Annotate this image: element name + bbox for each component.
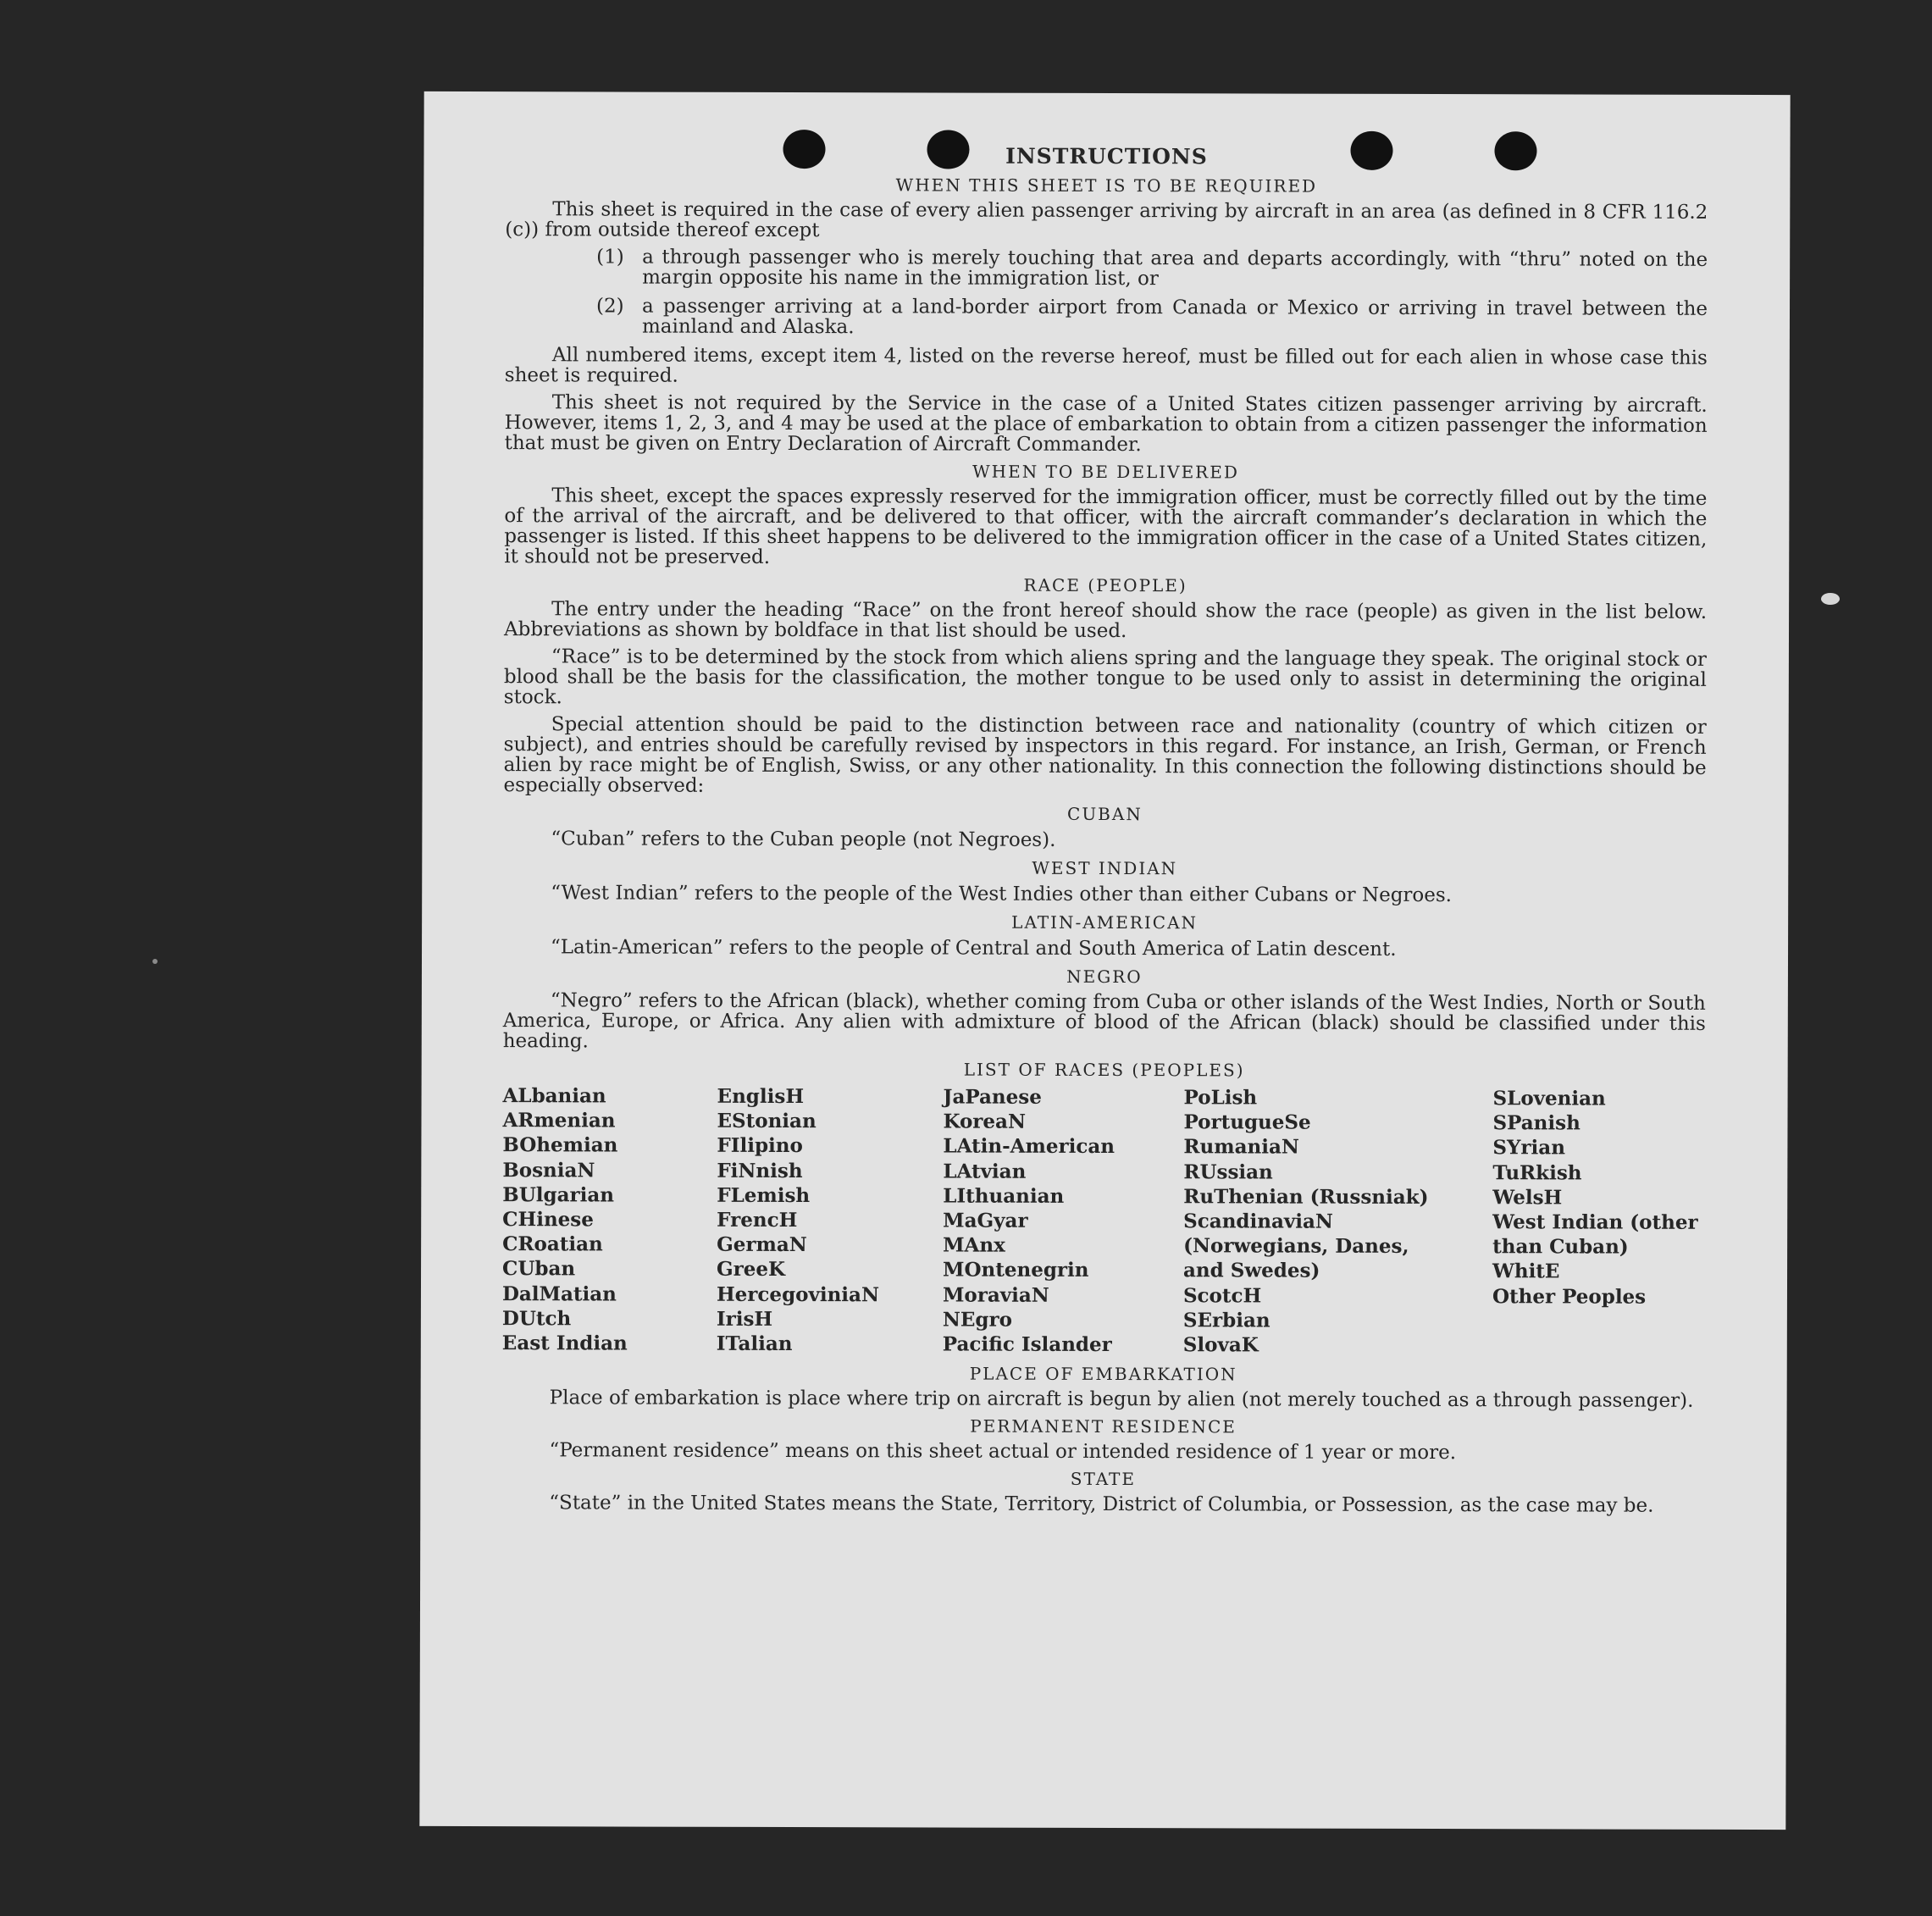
race-entry: JaPanese	[943, 1085, 1042, 1109]
race-entry: SErbian	[1182, 1309, 1270, 1332]
negro-text: “Negro” refers to the African (black), whether coming from Cuba or other islands of the West Indies, North or South America, Europe, or Africa. Any alien with admixture of blood of the African (black) should be classified under this heading.	[502, 989, 1706, 1053]
race-entry: DUtch	[501, 1306, 572, 1331]
races-list	[502, 1083, 1706, 1359]
exception-text: a through passenger who is merely touching that area and departs accordingly, with “thru” noted on the margin opposite his name in the immigration list, or	[642, 246, 1708, 291]
race-entry: EnglisH	[717, 1084, 805, 1109]
latin-american-text: “Latin-American” refers to the people of Central and South America of Latin descent.	[551, 936, 1397, 961]
race-entry: NEgro	[942, 1308, 1013, 1332]
races-column	[943, 1085, 1184, 1358]
heading-west-indian: WEST INDIAN	[1032, 857, 1178, 879]
races-column	[1183, 1085, 1438, 1358]
race-entry: ScotcH	[1182, 1283, 1262, 1308]
race-entry: EStonian	[717, 1110, 817, 1133]
race-entry: Other Peoples	[1492, 1284, 1647, 1309]
instruction-sheet	[419, 91, 1790, 1830]
citizen-paragraph: This sheet is not required by the Service in the case of a United States citizen passenger arriving by aircraft. However, items 1, 2, 3, and 4 may be used at the place of embarkation to obtain from a citizen passenger the information that must be given on Entry Declaration of Aircraft Commander.	[504, 391, 1708, 457]
sheet-content	[501, 142, 1708, 1523]
race-entry: LIthuanian	[943, 1184, 1065, 1208]
cuban-text: “Cuban” refers to the Cuban people (not Negroes).	[551, 828, 1056, 851]
exception-number: (2)	[595, 295, 624, 318]
race-paragraph-2: “Race” is to be determined by the stock from which aliens spring and the language they speak. The original stock or blood shall be the basis for the classification, the mother tongue to be used only to assist in determining the original stock.	[503, 645, 1707, 709]
race-entry: TuRkish	[1492, 1160, 1582, 1185]
race-paragraph-1: The entry under the heading “Race” on the front hereof should show the race (people) as given in the list below. Abbreviations as shown by boldface in that list should be used.	[503, 598, 1708, 643]
race-entry: SYrian	[1492, 1136, 1565, 1160]
embarkation-text: Place of embarkation is place where trip on aircraft is begun by alien (not merely touched as a through passenger).	[549, 1387, 1694, 1413]
heading-list-of-races: LIST OF RACES (PEOPLES)	[963, 1059, 1245, 1081]
exception-item	[596, 296, 1708, 339]
race-entry: WhitE	[1492, 1260, 1560, 1283]
heading-race: RACE (PEOPLE)	[1023, 574, 1187, 596]
heading-permanent-residence: PERMANENT RESIDENCE	[970, 1415, 1237, 1437]
exception-item	[596, 246, 1708, 290]
race-entry: SlovaK	[1182, 1333, 1259, 1357]
race-entry: ITalian	[716, 1332, 793, 1356]
race-entry: IrisH	[716, 1307, 773, 1331]
race-entry: ALbanian	[502, 1084, 606, 1108]
state-text: “State” in the United States means the State, Territory, District of Columbia, or Possession, as the case may be.	[549, 1492, 1654, 1517]
race-entry: MoraviaN	[942, 1283, 1049, 1307]
west-indian-text: “West Indian” refers to the people of the West Indies other than either Cubans or Negroes.	[551, 882, 1453, 907]
heading-embarkation: PLACE OF EMBARKATION	[969, 1363, 1237, 1385]
race-entry: BOhemian	[502, 1133, 618, 1157]
heading-when-delivered: WHEN TO BE DELIVERED	[972, 461, 1239, 483]
scan-speck	[1821, 593, 1840, 605]
races-column	[1492, 1086, 1706, 1359]
race-entry: FiNnish	[717, 1159, 803, 1182]
race-entry: SPanish	[1492, 1111, 1580, 1135]
when-required-intro: This sheet is required in the case of every alien passenger arriving by aircraft in an area (as defined in 8 CFR 116.2 (c)) from outside thereof except	[505, 198, 1708, 242]
race-entry: RUssian	[1183, 1160, 1273, 1184]
race-entry: FrencH	[717, 1208, 798, 1232]
numbered-items-paragraph: All numbered items, except item 4, listed on the reverse hereof, must be filled out for each alien in whose case this sheet is required.	[504, 344, 1708, 387]
race-entry: Pacific Islander	[942, 1332, 1112, 1357]
permanent-residence-text: “Permanent residence” means on this sheet actual or intended residence of 1 year or more.	[549, 1439, 1457, 1465]
race-entry: CRoatian	[502, 1232, 603, 1256]
race-entry: HercegoviniaN	[716, 1282, 880, 1306]
race-entry: RuThenian (Russniak)	[1183, 1185, 1429, 1209]
race-entry: FLemish	[717, 1183, 811, 1207]
race-entry: LAtvian	[943, 1160, 1027, 1183]
race-entry: ARmenian	[502, 1109, 616, 1132]
heading-negro: NEGRO	[1066, 966, 1143, 988]
heading-latin-american: LATIN-AMERICAN	[1011, 911, 1199, 933]
scan-speck	[152, 959, 158, 964]
races-column	[502, 1083, 717, 1356]
race-entry: GreeK	[717, 1258, 786, 1282]
race-entry: CUban	[502, 1257, 576, 1281]
race-entry: FIlipino	[717, 1134, 803, 1158]
heading-when-required: WHEN THIS SHEET IS TO BE REQUIRED	[895, 174, 1318, 197]
exception-number: (1)	[596, 246, 624, 269]
race-entry: PoLish	[1183, 1086, 1258, 1110]
when-delivered-text: This sheet, except the spaces expressly reserved for the immigration officer, must be correctly filled out by the time of the arrival of the aircraft, and be delivered to that officer, with the aircraft commander’s declaration in which the passenger is listed. If this sheet happens to be delivered to the immigration officer in the case of a United States citizen, it should not be preserved.	[504, 485, 1708, 568]
race-entry: KoreaN	[943, 1110, 1027, 1133]
race-entry: ScandinaviaN (Norwegians, Danes, and Swedes)	[1183, 1210, 1409, 1283]
race-entry: CHinese	[502, 1208, 594, 1232]
race-entry: West Indian (other than Cuban)	[1492, 1210, 1698, 1259]
race-entry: GermaN	[717, 1233, 807, 1257]
race-entry: MOntenegrin	[943, 1258, 1089, 1282]
race-entry: WelsH	[1492, 1186, 1563, 1210]
heading-cuban: CUBAN	[1067, 803, 1143, 825]
race-entry: PortugueSe	[1183, 1110, 1311, 1134]
exception-text: a passenger arriving at a land-border airport from Canada or Mexico or arriving in travel between the mainland and Alaska.	[641, 295, 1708, 339]
race-entry: RumaniaN	[1183, 1135, 1299, 1160]
race-entry: DalMatian	[501, 1282, 617, 1306]
race-entry: BosniaN	[502, 1158, 595, 1182]
page-title: INSTRUCTIONS	[1005, 143, 1208, 169]
race-entry: BUlgarian	[502, 1182, 615, 1207]
race-entry: MAnx	[943, 1233, 1005, 1257]
races-column	[717, 1084, 944, 1357]
race-entry: SLovenian	[1492, 1087, 1606, 1110]
race-entry: MaGyar	[943, 1209, 1028, 1232]
race-entry: LAtin-American	[943, 1134, 1115, 1159]
heading-state: STATE	[1070, 1469, 1137, 1490]
race-entry: East Indian	[501, 1332, 628, 1355]
race-paragraph-3: Special attention should be paid to the distinction between race and nationality (country of which citizen or subject), and entries should be carefully revised by inspectors in this regard. For instance, an Irish, German, or French alien by race might be of English, Swiss, or any other nationality. In this connection the following distinctions should be especially observed:	[503, 713, 1707, 797]
